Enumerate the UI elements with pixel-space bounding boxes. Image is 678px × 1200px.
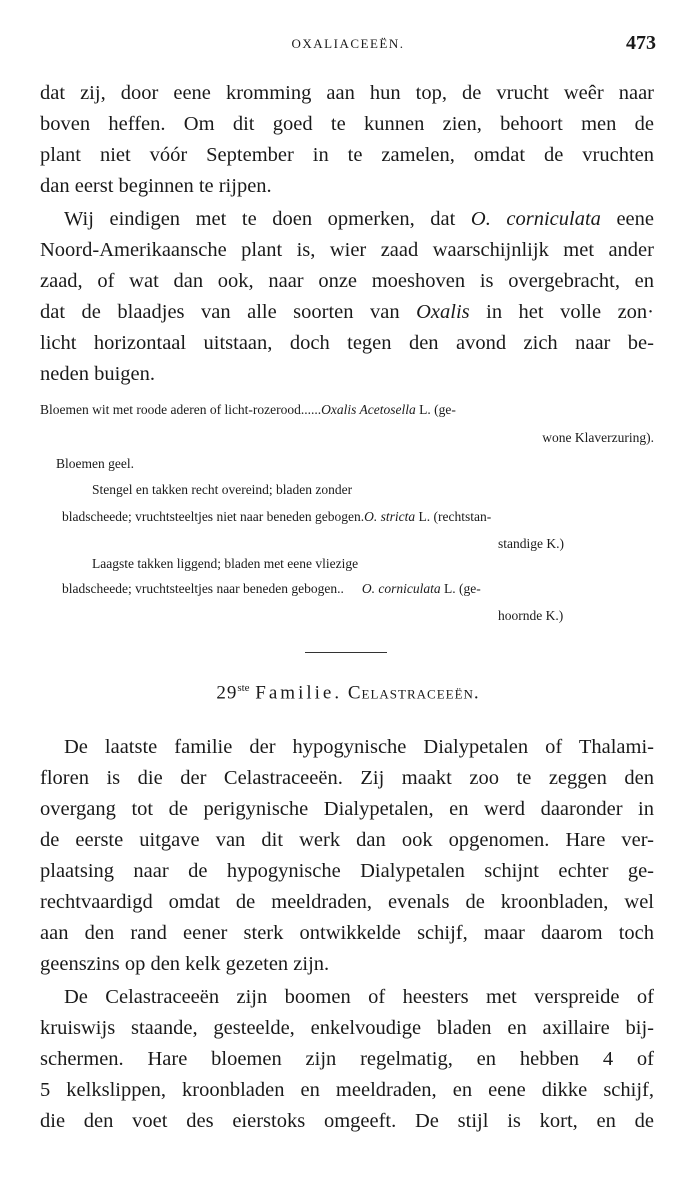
text-line: schermen. Hare bloemen zijn regelmatig, en hebben 4 of (40, 1048, 654, 1070)
text-line: De Celastraceeën zijn boomen of heesters met verspreide of (64, 986, 654, 1008)
text-line: plaatsing naar de hypogynische Dialypetalen schijnt echter ge- (40, 860, 654, 882)
key-entry-2: Bloemen geel. (56, 456, 134, 471)
species-name: O. stricta (364, 509, 416, 524)
text-line (40, 297, 654, 328)
text-line (40, 204, 654, 235)
key-text: bladscheede; vruchtsteeltjes niet naar beneden gebogen. (62, 509, 365, 524)
text-line: floren is die der Celastraceeën. Zij maakt zoo te zeggen den (40, 767, 654, 789)
family-number: 29 (216, 682, 238, 704)
key-text: bladscheede; vruchtsteeltjes naar beneden gebogen.. (62, 581, 344, 596)
text-run: Wij eindigen met te doen opmerken, dat (64, 208, 471, 230)
key-common-name: wone Klaverzuring). (542, 430, 654, 445)
text-line: 5 kelkslippen, kroonbladen en meeldraden, en eene dikke schijf, (40, 1079, 654, 1101)
paragraph-corniculata (40, 204, 654, 390)
species-name: O. corniculata (361, 581, 441, 596)
page-header (40, 32, 656, 62)
text-line: geenszins op den kelk gezeten zijn. (40, 953, 330, 975)
family-heading (40, 682, 656, 704)
text-line: rechtvaardigd omdat de meeldraden, evenals de kroonbladen, wel (40, 891, 654, 913)
key-common-name: standige K.) (498, 536, 564, 551)
family-name: Celastraceeën. (347, 682, 480, 704)
text-line: plant niet vóór September in te zamelen, omdat de vruchten (40, 144, 654, 166)
section-divider (305, 652, 387, 653)
key-author: L. (ge- (440, 581, 481, 596)
text-line: de eerste uitgave van dit werk dan ook opgenomen. Hare ver- (40, 829, 654, 851)
key-entry-3b (62, 509, 491, 525)
text-run: in het volle zon· (469, 301, 654, 323)
family-number-suffix: ste (237, 682, 250, 694)
text-line: overgang tot de perigynische Dialypetalen, en werd daaronder in (40, 798, 654, 820)
page-number: 473 (626, 32, 656, 54)
paragraph-celastraceae-intro (40, 732, 654, 980)
family-label: Familie. (255, 682, 343, 704)
text-line: die den voet des eierstoks omgeeft. De stijl is kort, en de (40, 1110, 654, 1132)
paragraph-continuation (40, 78, 654, 202)
text-line: neden buigen. (40, 363, 155, 385)
text-run: eene (600, 208, 655, 230)
key-common-name: hoornde K.) (498, 608, 564, 623)
key-author: L. (ge- (415, 402, 456, 417)
text-line: dat zij, door eene kromming aan hun top, de vrucht weêr naar (40, 82, 654, 104)
paragraph-celastraceae-description (40, 982, 654, 1137)
text-line: boven heffen. Om dit goed te kunnen zien, behoort men de (40, 113, 654, 135)
text-line: Noord-Amerikaansche plant is, wier zaad waarschijnlijk met ander (40, 239, 654, 261)
key-entry-4a: Laagste takken liggend; bladen met eene vliezige (92, 556, 359, 571)
text-line: De laatste familie der hypogynische Dialypetalen of Thalami- (64, 736, 654, 758)
text-line: dan eerst beginnen te rijpen. (40, 175, 272, 197)
text-line: kruiswijs staande, gesteelde, enkelvoudige bladen en axillaire bij- (40, 1017, 654, 1039)
key-text: Bloemen wit met roode aderen of licht-rozerood...... (40, 402, 322, 417)
genus-name: Oxalis (416, 301, 470, 323)
text-line: licht horizontaal uitstaan, doch tegen den avond zich naar be- (40, 332, 654, 354)
text-run: dat de blaadjes van alle soorten van (40, 301, 417, 323)
key-author: L. (rechtstan- (415, 509, 492, 524)
species-name: Oxalis Acetosella (321, 402, 416, 417)
species-name: O. corniculata (470, 208, 601, 230)
running-title: OXALIACEEËN. (291, 36, 405, 51)
text-line: zaad, of wat dan ook, naar onze moeshoven is overgebracht, en (40, 270, 654, 292)
key-entry-3a: Stengel en takken recht overeind; bladen zonder (92, 482, 353, 497)
key-entry-4b (62, 581, 481, 597)
key-entry-1 (40, 402, 456, 418)
text-line: aan den rand eener sterk ontwikkelde schijf, maar daarom toch (40, 922, 654, 944)
